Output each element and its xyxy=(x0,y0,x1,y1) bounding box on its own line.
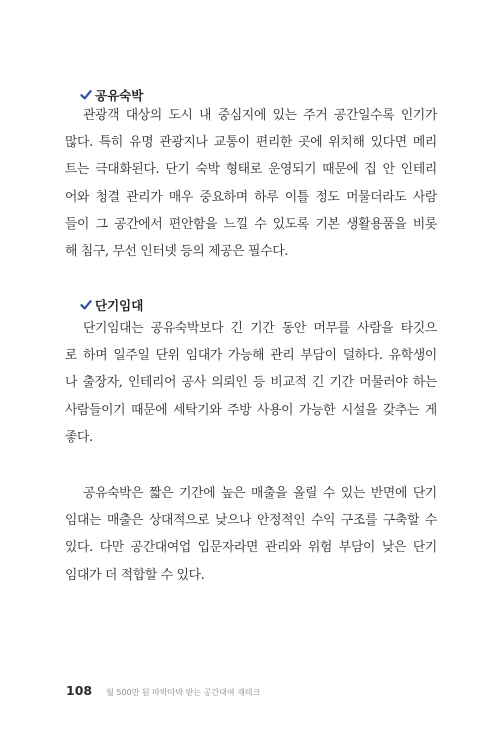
text-line: 공유숙박은 짧은 기간에 높은 매출을 올릴 수 있는 반면에 단기 xyxy=(83,486,437,501)
section-heading-label: 단기임대 xyxy=(95,298,144,313)
section-body-shared-stay xyxy=(65,102,437,265)
checkmark-icon xyxy=(80,299,92,311)
text-line: 사람들이기 때문에 세탁기와 주방 사용이 가능한 시설을 갖추는 게 xyxy=(65,402,437,418)
running-title: 월 500만 원 따박따박 받는 공간대여 재테크 xyxy=(106,688,261,697)
section-body-short-term-rental xyxy=(65,315,437,451)
text-line: 임대가 더 적합할 수 있다. xyxy=(65,567,205,583)
text-line: 관광객 대상의 도시 내 중심지에 있는 주거 공간일수록 인기가 xyxy=(83,108,437,123)
text-line: 로 하며 일주일 단위 임대가 가능해 관리 부담이 덜하다. 유학생이 xyxy=(65,348,437,364)
section-heading-label: 공유숙박 xyxy=(95,88,144,103)
text-line: 많다. 특히 유명 관광지나 교통이 편리한 곳에 위치해 있다면 메리 xyxy=(65,135,437,151)
text-line: 좋다. xyxy=(65,429,93,445)
text-line: 나 출장자, 인테리어 공사 의뢰인 등 비교적 긴 기간 머물러야 하는 xyxy=(65,375,437,391)
page-footer xyxy=(66,683,260,698)
text-line: 있다. 다만 공간대여업 입문자라면 관리와 위험 부담이 낮은 단기 xyxy=(65,540,437,556)
checkmark-icon xyxy=(80,89,92,101)
section-heading-short-term-rental xyxy=(80,296,143,314)
text-line: 단기임대는 공유숙박보다 긴 기간 동안 머무를 사람을 타깃으 xyxy=(83,321,437,336)
text-line: 트는 극대화된다. 단기 숙박 형태로 운영되기 때문에 집 안 인테리 xyxy=(65,162,437,178)
page-number: 108 xyxy=(66,683,93,698)
text-line: 임대는 매출은 상대적으로 낮으나 안정적인 수익 구조를 구축할 수 xyxy=(65,513,437,529)
summary-paragraph xyxy=(65,480,437,589)
text-line: 해 침구, 무선 인터넷 등의 제공은 필수다. xyxy=(65,244,289,260)
text-line: 어와 청결 관리가 매우 중요하며 하루 이틀 정도 머물더라도 사람 xyxy=(65,189,437,205)
text-line: 들이 그 공간에서 편안함을 느낄 수 있도록 기본 생활용품을 비롯 xyxy=(65,216,437,232)
